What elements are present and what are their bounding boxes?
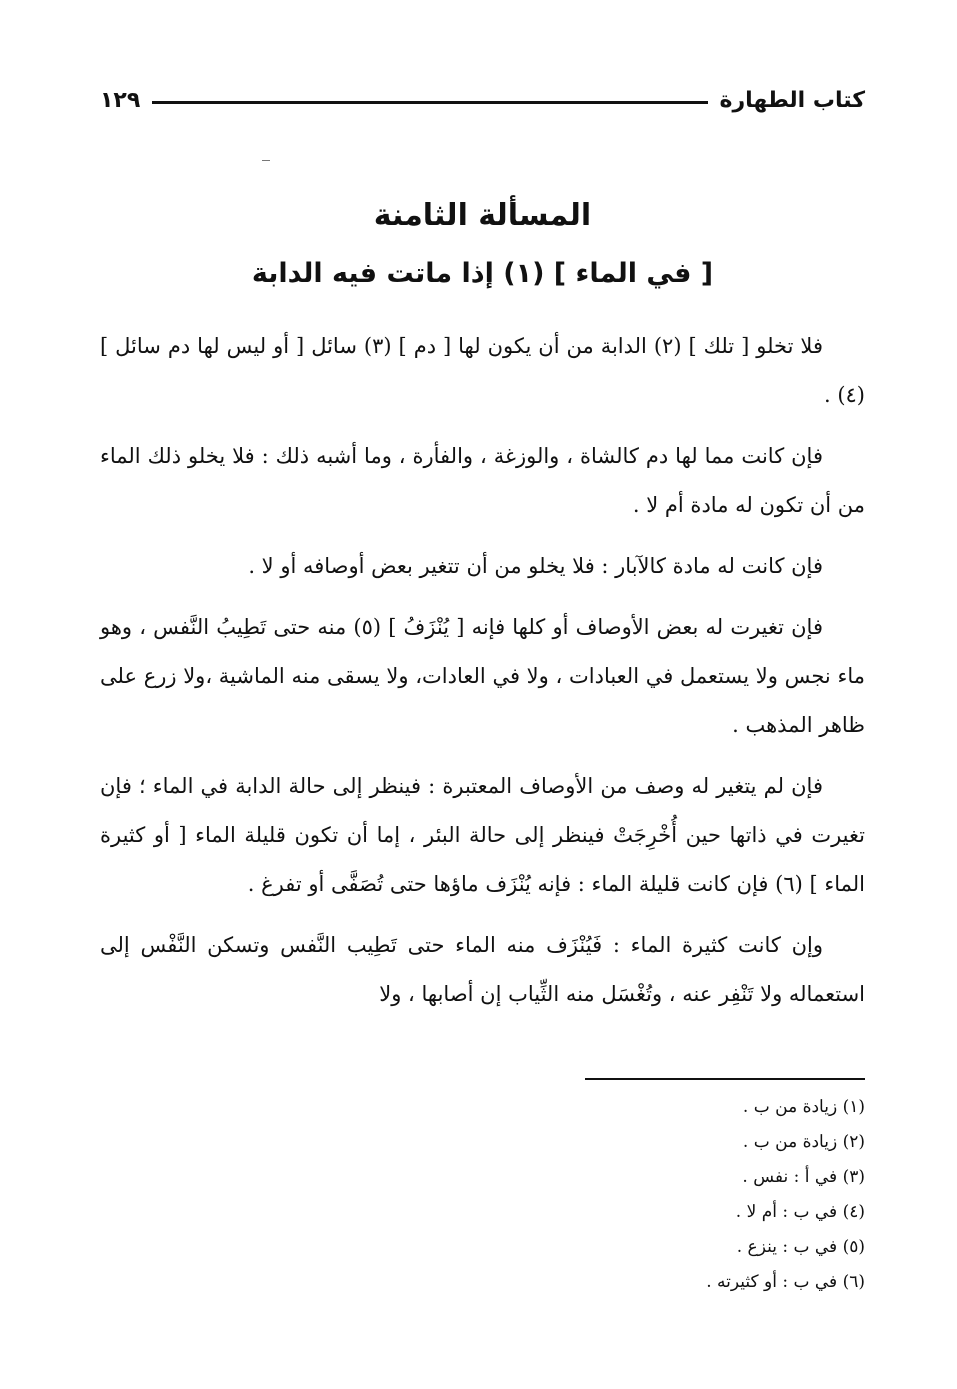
footnote: (٣) في أ : نفس . (742, 1167, 865, 1187)
footnote: (٦) في ب : أو كثيرته . (706, 1272, 865, 1292)
body-text (100, 322, 865, 1031)
footnotes (400, 1090, 865, 1300)
paragraph: فإن لم يتغير له وصف من الأوصاف المعتبرة : فينظر إلى حالة الدابة في الماء ؛ فإن تغيرت في ذاتها حين أُخْرِجَتْ فينظر إلى حالة البئر ، إما أن تكون قليلة الماء [ أو كثيرة الماء ] (٦) فإن كانت قليلة الماء : فإنه يُنْزَف ماؤها حتى تُصَفَّى أو تفرغ . (100, 774, 865, 896)
running-title: كتاب الطهارة (719, 87, 865, 113)
footnote: (٤) في ب : أم لا . (735, 1202, 865, 1222)
header-rule (152, 101, 707, 104)
footnote: (٥) في ب : ينزع . (736, 1237, 865, 1257)
paragraph: فإن كانت مما لها دم كالشاة ، والوزغة ، والفأرة ، وما أشبه ذلك : فلا يخلو ذلك الماء من أن تكون له مادة أم لا . (100, 444, 865, 517)
page-number: ١٢٩ (100, 87, 141, 113)
chapter-subtitle: [ في الماء ] (١) إذا ماتت فيه الدابة (251, 258, 714, 289)
footnote: (٢) زيادة من ب . (742, 1132, 865, 1152)
footnote: (١) زيادة من ب . (742, 1097, 865, 1117)
scan-speck (262, 160, 270, 161)
footnote-separator (585, 1078, 865, 1080)
running-header (100, 82, 865, 118)
paragraph: وإن كانت كثيرة الماء : فَيُنْزَف منه الماء حتى تَطِيب النَّفس وتسكن النَّفْس إلى استعماله ولا تَنْفِر عنه ، وتُغْسَل منه الثِّياب إن أصابها ، ولا (100, 933, 865, 1006)
paragraph: فإن كانت له مادة كالآبار : فلا يخلو من أن تتغير بعض أوصافه أو لا . (248, 554, 823, 578)
paragraph: فإن تغيرت له بعض الأوصاف أو كلها فإنه [ يُنْزَفُ ] (٥) منه حتى تَطِيبُ النَّفس ، وهو ماء نجس ولا يستعمل في العبادات ، ولا في العادات، ولا يسقى منه الماشية ،ولا زرع على ظاهر المذهب . (100, 615, 865, 737)
chapter-title: المسألة الثامنة (373, 198, 592, 233)
paragraph: فلا تخلو [ تلك ] (٢) الدابة من أن يكون لها [ دم ] (٣) سائل [ أو ليس لها دم سائل ] (٤) . (100, 334, 865, 407)
